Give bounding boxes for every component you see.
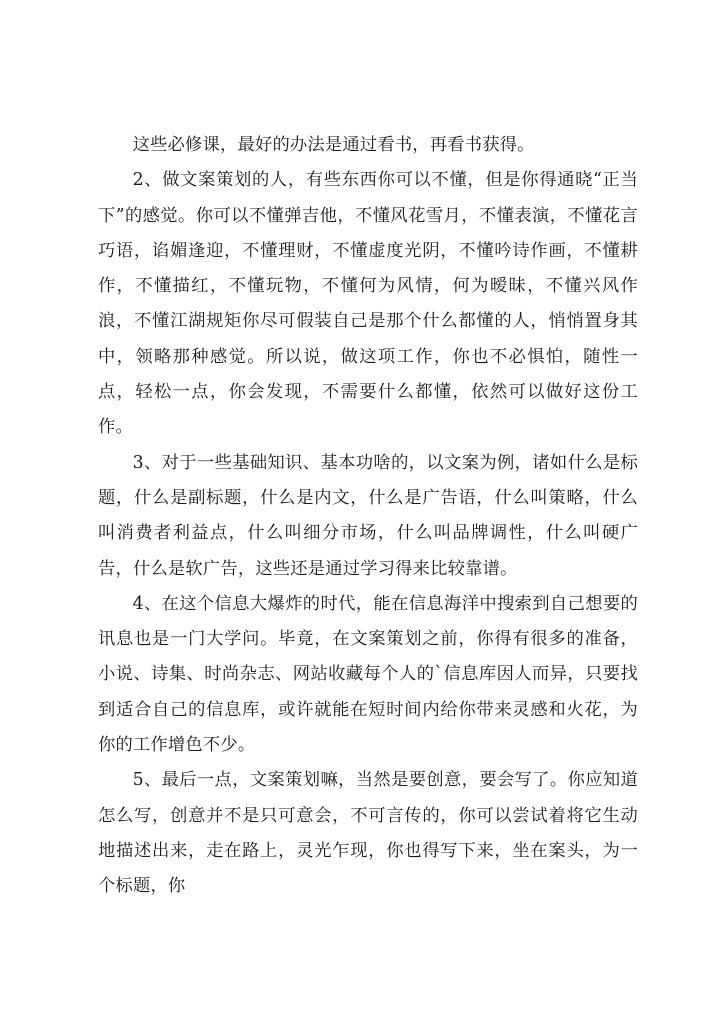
paragraph-point-3: 3、对于一些基础知识、基本功啥的，以文案为例，诸如什么是标题，什么是副标题，什么是内文，什么是广告语，什么叫策略，什么叫消费者利益点，什么叫细分市场，什么叫品牌调性，什么叫硬广告，什么是软广告，这些还是通过学习得来比较靠谱。 <box>98 452 638 579</box>
paragraph-point-5: 5、最后一点，文案策划嘛，当然是要创意，要会写了。你应知道怎么写，创意并不是只可意会，不可言传的，你可以尝试着将它生动地描述出来，走在路上，灵光乍现，你也得写下来，坐在案头，为一个标题，你 <box>98 770 638 897</box>
paragraph-point-2: 2、做文案策划的人，有些东西你可以不懂，但是你得通晓“正当下”的感觉。你可以不懂弹吉他，不懂风花雪月，不懂表演，不懂花言巧语，谄媚逢迎，不懂理财，不懂虚度光阴，不懂吟诗作画，不懂耕作，不懂描红，不懂玩物，不懂何为风情，何为暧昧，不懂兴风作浪，不懂江湖规矩你尽可假装自己是那个什么都懂的人，悄悄置身其中，领略那种感觉。所以说，做这项工作，你也不必惧怕，随性一点，轻松一点，你会发现，不需要什么都懂，依然可以做好这份工作。 <box>98 170 638 438</box>
paragraph-point-4: 4、在这个信息大爆炸的时代，能在信息海洋中搜索到自己想要的讯息也是一门大学问。毕竟，在文案策划之前，你得有很多的准备，小说、诗集、时尚杂志、网站收藏每个人的`信息库因人而异，只要找到适合自己的信息库，或许就能在短时间内给你带来灵感和火花，为你的工作增色不少。 <box>98 593 638 756</box>
document-body <box>98 128 638 905</box>
paragraph-continuation: 这些必修课，最好的办法是通过看书，再看书获得。 <box>132 135 535 155</box>
